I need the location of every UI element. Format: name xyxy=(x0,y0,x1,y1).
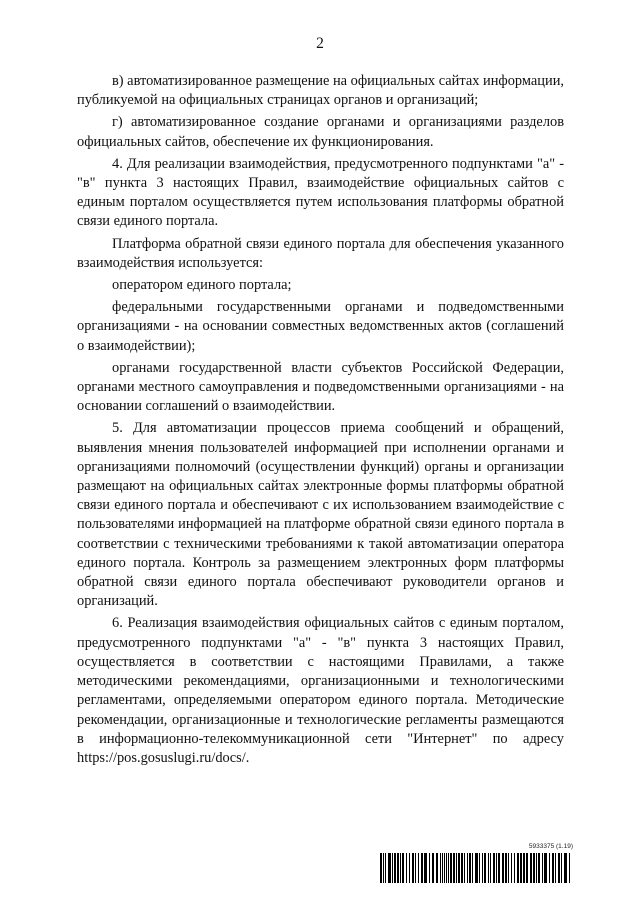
paragraph-5: 5. Для автоматизации процессов приема сообщений и обращений, выявления мнения пользователей информацией при исполнении органами и организациями полномочий (осуществлении функций) органы и организации размещают на официальных сайтах электронные формы платформы обратной связи единого портала и обеспечивают с их использованием взаимодействие с пользователями информацией на платформе обратной связи единого портала в соответствии с техническими требованиями к такой автоматизации оператора единого портала. Контроль за размещением электронных форм платформы обратной связи единого портала обеспечивают руководители органов и организаций. xyxy=(77,420,564,610)
paragraph-4: 4. Для реализации взаимодействия, предусмотренного подпунктами "а" - "в" пункта 3 настоящих Правил, взаимодействие официальных сайтов с единым порталом осуществляется путем использования платформы обратной связи единого портала. xyxy=(77,155,564,230)
paragraph-platform: Платформа обратной связи единого портала для обеспечения указанного взаимодействия используется: xyxy=(77,235,564,271)
paragraph-federal: федеральными государственными органами и подведомственными организациями - на основании совместных ведомственных актов (соглашений о взаимодействии); xyxy=(77,299,564,354)
page-number: 2 xyxy=(316,35,324,52)
barcode xyxy=(380,853,573,883)
barcode-block xyxy=(380,843,573,885)
paragraph-g: г) автоматизированное создание органами и организациями разделов официальных сайтов, обеспечение их функционирования. xyxy=(77,114,564,150)
barcode-code: 5933375 (1.19) xyxy=(528,843,573,850)
barcode-space xyxy=(570,853,571,883)
paragraph-6: 6. Реализация взаимодействия официальных сайтов с единым порталом, предусмотренного подпунктами "а" - "в" пункта 3 настоящих Правил, осуществляется в соответствии с настоящими Правилами, а также методическими рекомендациями, организационными и технологическими регламентами, определяемыми оператором единого портала. Методические рекомендации, организационные и технологические регламенты размещаются в информационно-телекоммуникационной сети "Интернет" по адресу https://pos.gosuslugi.ru/docs/. xyxy=(77,615,564,766)
paragraph-regional: органами государственной власти субъектов Российской Федерации, органами местного самоуправления и подведомственными организациями - на основании соглашений о взаимодействии. xyxy=(77,359,564,415)
document-body xyxy=(77,72,564,768)
paragraph-v: в) автоматизированное размещение на официальных сайтах информации, публикуемой на официальных страницах органов и организаций; xyxy=(77,73,565,109)
paragraph-operator: оператором единого портала; xyxy=(112,277,292,294)
